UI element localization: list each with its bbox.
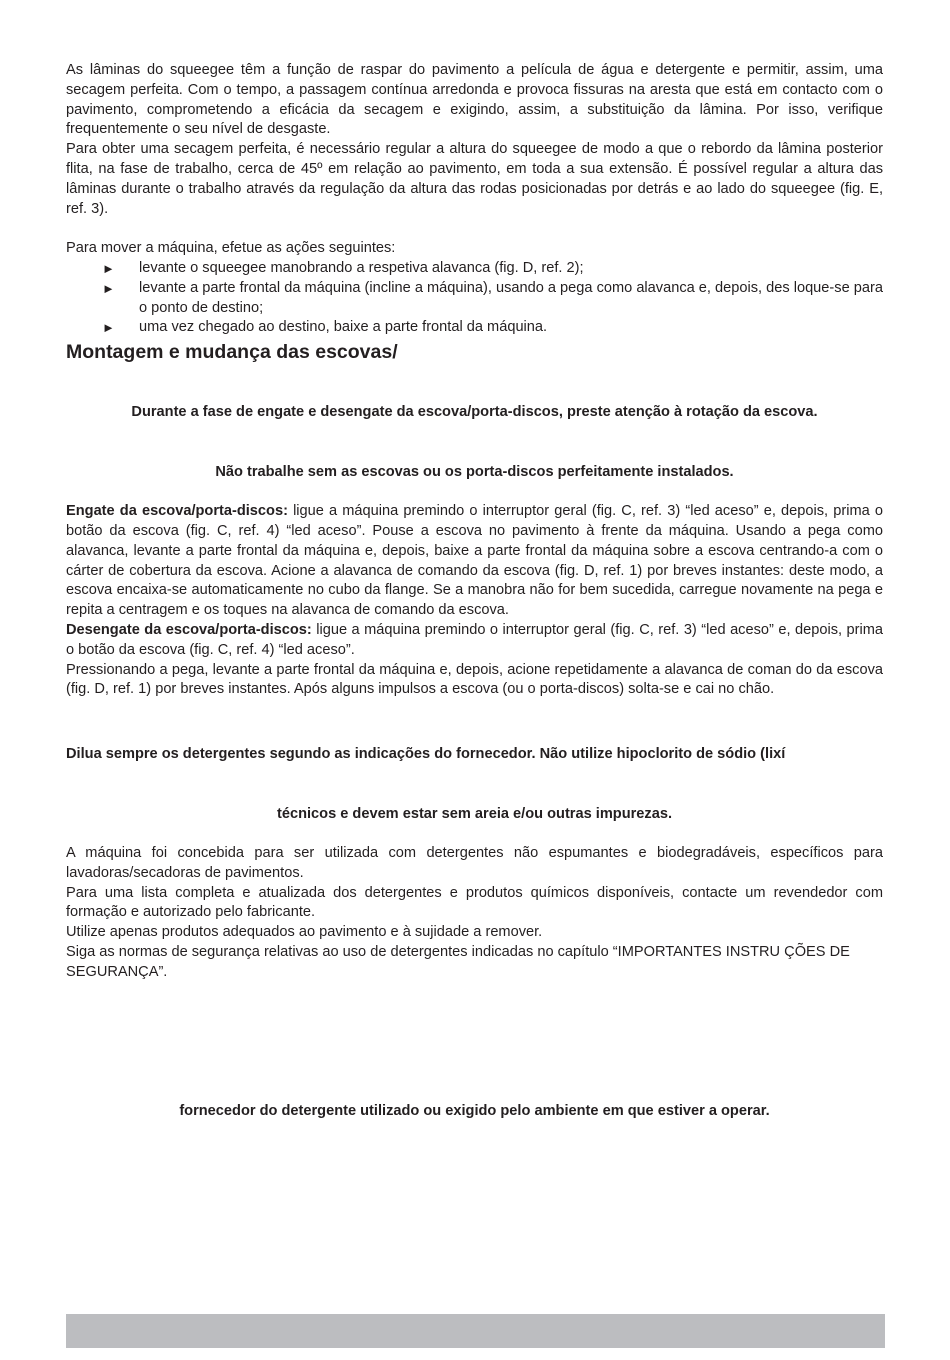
list-item: ► levante o squeegee manobrando a respetiva alavanca (fig. D, ref. 2);	[66, 259, 883, 279]
disengage-label: Desengate da escova/porta-discos:	[66, 621, 312, 638]
detergent-paragraph-2: Para uma lista completa e atualizada dos detergentes e produtos químicos disponíveis, contacte um revendedor com formação e autorizado pelo fabricante.	[66, 884, 883, 921]
detergent-warning-3: fornecedor do detergente utilizado ou exigido pelo ambiente em que estiver a operar.	[179, 1102, 770, 1119]
detergent-warning-2: técnicos e devem estar sem areia e/ou outras impurezas.	[276, 805, 673, 822]
section-heading-brushes: Montagem e mudança das escovas/	[66, 341, 398, 364]
squeegee-paragraph-1: As lâminas do squeegee têm a função de raspar do pavimento a película de água e detergente e permitir, assim, uma secagem perfeita. Com o tempo, a passagem contínua arredonda e provoca fissuras na aresta que está em contacto com o pavimento, comprometendo a eficácia da secagem e exigindo, assim, a substituição da lâmina. Por isso, verifique frequentemente o seu nível de desgaste.	[66, 62, 883, 138]
move-steps-list	[66, 259, 883, 338]
brush-warning-1: Durante a fase de engate e desengate da escova/porta-discos, preste atenção à rotação da escova.	[131, 404, 818, 421]
list-item: ► levante a parte frontal da máquina (incline a máquina), usando a pega como alavanca e, depois, des loque-se para o ponto de destino;	[102, 279, 883, 316]
disengage-paragraph-2: Pressionando a pega, levante a parte frontal da máquina e, depois, acione repetidamente a alavanca de coman do da escova (fig. D, ref. 1) por breves instantes. Após alguns impulsos a escova (ou o porta-discos) solta-se e cai no chão.	[66, 661, 883, 698]
squeegee-paragraph-2: Para obter uma secagem perfeita, é necessário regular a altura do squeegee de modo a que o rebordo da lâmina posterior flita, na fase de trabalho, cerca de 45º em relação ao pavimento, em toda a sua extensão. É possível regular a altura das lâminas durante o trabalho através da regulação da altura das rodas posicionadas por detrás e ao lado do squeegee (fig. E, ref. 3).	[66, 141, 883, 217]
bullet-arrow-icon: ►	[102, 260, 115, 276]
bullet-arrow-icon: ►	[102, 280, 115, 296]
detergent-paragraph-3: Utilize apenas produtos adequados ao pavimento e à sujidade a remover.	[66, 924, 543, 941]
disengage-paragraph: Desengate da escova/porta-discos: ligue a máquina premindo o interruptor geral (fig. C, ref. 3) “led aceso” e, depois, prima o botão da escova (fig. C, ref. 4) “led aceso”.	[66, 621, 884, 658]
detergent-paragraph-4: Siga as normas de segurança relativas ao uso de detergentes indicadas no capítulo “IMPORTANTES INSTRU ÇÕES DE SEGURANÇA”.	[66, 944, 850, 980]
document-page	[66, 61, 883, 1121]
detergent-paragraph-1: A máquina foi concebida para ser utilizada com detergentes não espumantes e biodegradáveis, específicos para lavadoras/secadoras de pavimentos.	[66, 845, 883, 881]
brush-warning-2: Não trabalhe sem as escovas ou os porta-discos perfeitamente instalados.	[215, 463, 734, 480]
footer-bar	[66, 1314, 885, 1348]
bullet-arrow-icon: ►	[102, 320, 115, 336]
detergent-warning-1: Dilua sempre os detergentes segundo as indicações do fornecedor. Não utilize hipoclorito de sódio (lixí	[66, 746, 786, 763]
engage-label: Engate da escova/porta-discos:	[66, 503, 288, 520]
move-intro: Para mover a máquina, efetue as ações seguintes:	[66, 240, 396, 257]
engage-paragraph: Engate da escova/porta-discos: ligue a máquina premindo o interruptor geral (fig. C, ref. 3) “led aceso” e, depois, prima o botão da escova (fig. C, ref. 4) “led aceso”. Pouse a escova no pavimento à frente da máquina. Usando a pega como alavanca, levante a parte frontal da máquina e, depois, baixe a parte frontal da máquina sobre a escova centrando-a com o cárter de cobertura da escova. Acione a alavanca de comando da escova (fig. D, ref. 1) por breves instantes: deste modo, a escova encaixa-se automaticamente no cubo da flange. Se a manobra não for bem sucedida, carregue novamente na pega e repita a centragem e os toques na alavanca de comando da escova.	[66, 503, 883, 619]
list-item: ► uma vez chegado ao destino, baixe a parte frontal da máquina.	[66, 318, 883, 338]
